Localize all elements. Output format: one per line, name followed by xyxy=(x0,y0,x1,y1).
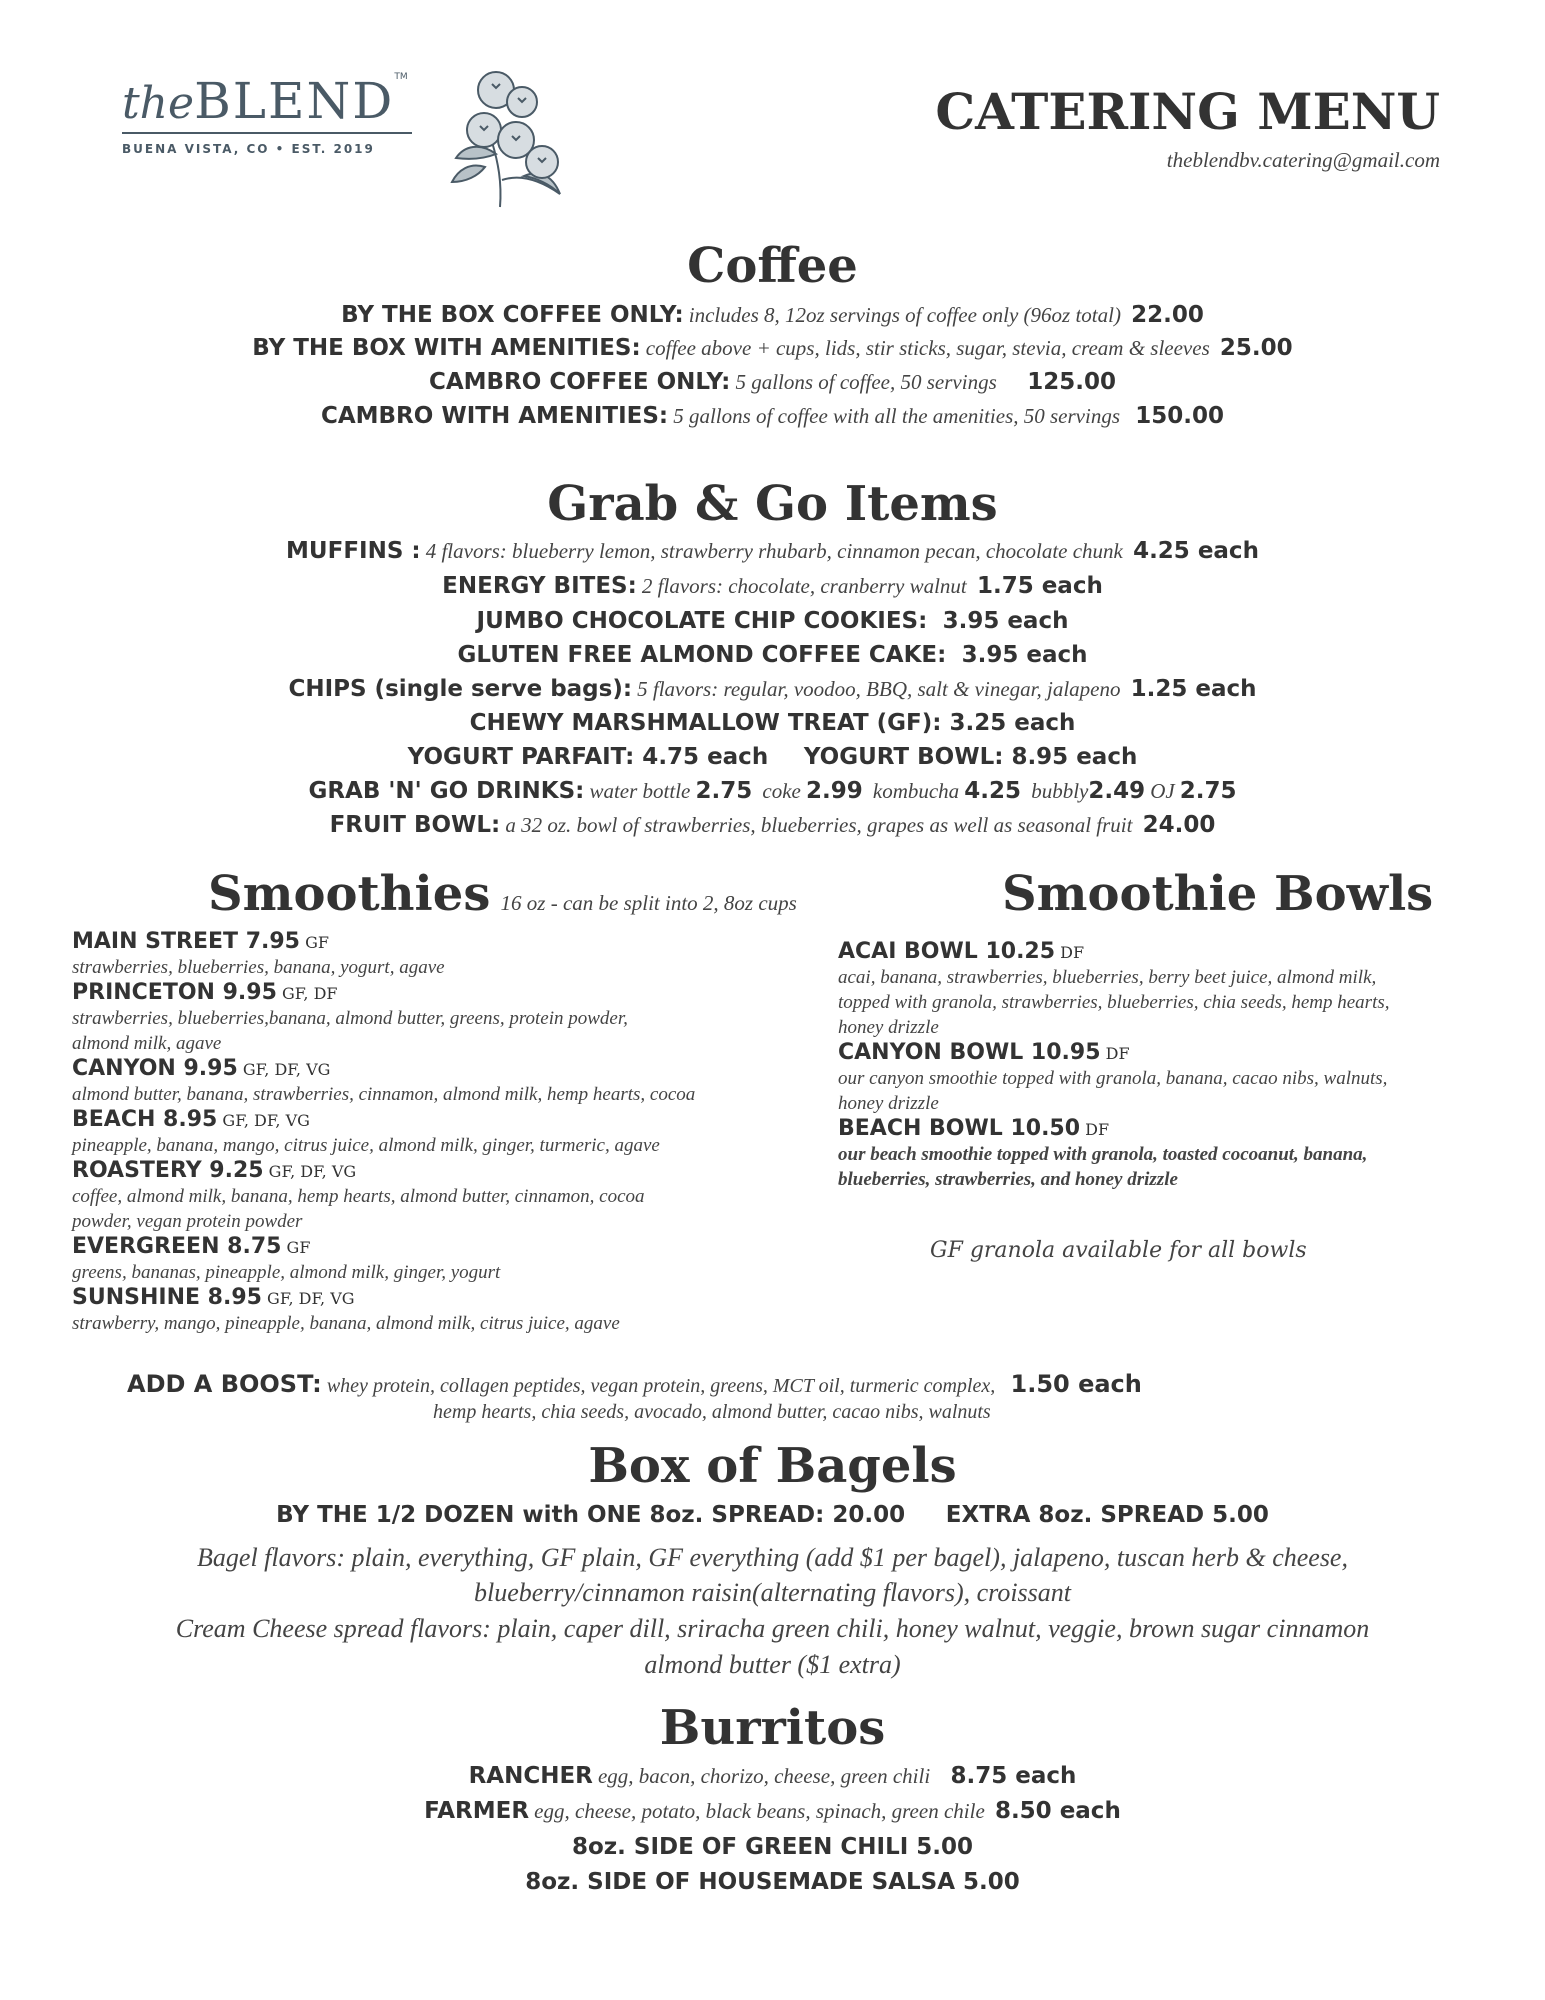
item-name: ROASTERY 9.25 xyxy=(72,1158,264,1183)
bowls-title: Smoothie Bowls xyxy=(1002,866,1434,922)
item-price: 8.50 each xyxy=(994,1798,1121,1824)
list-item xyxy=(72,980,812,1056)
item-desc: 4 flavors: blueberry lemon, strawberry rhubarb, cinnamon pecan, chocolate chunk xyxy=(425,539,1123,563)
grab-row-cake xyxy=(0,642,1545,668)
item-name: BEACH 8.95 xyxy=(72,1107,218,1132)
list-item xyxy=(838,1116,1478,1192)
item-desc: strawberry, mango, pineapple, banana, almond milk, citrus juice, agave xyxy=(72,1313,620,1334)
item-name: CANYON BOWL 10.95 xyxy=(838,1040,1101,1065)
item-desc: 5 flavors: regular, voodoo, BBQ, salt & vinegar, jalapeno xyxy=(637,677,1121,701)
item-tags: DF xyxy=(1105,1044,1130,1063)
bagels-price-line: BY THE 1/2 DOZEN with ONE 8oz. SPREAD: 20.00 xyxy=(276,1502,906,1528)
list-item xyxy=(72,1107,812,1158)
item-name: ENERGY BITES: xyxy=(442,573,637,599)
smoothies-title: Smoothies xyxy=(208,866,491,922)
item-name: BY THE BOX COFFEE ONLY: xyxy=(341,302,684,328)
item-name: GRAB 'N' GO DRINKS: xyxy=(308,778,585,804)
item-price: 3.95 each xyxy=(961,642,1088,668)
item-desc: includes 8, 12oz servings of coffee only (96oz total) xyxy=(688,303,1121,327)
item-price: 1.75 each xyxy=(976,573,1103,599)
grab-row-fruit xyxy=(0,812,1545,838)
item-tags: GF xyxy=(305,933,329,952)
item-price: 3.95 each xyxy=(942,608,1069,634)
item-price: 8.75 each xyxy=(950,1763,1077,1789)
item-name: CHEWY MARSHMALLOW TREAT (GF): 3.25 each xyxy=(469,710,1076,736)
coffee-row xyxy=(0,302,1545,328)
item-name: PRINCETON 9.95 xyxy=(72,980,277,1005)
brand-logo xyxy=(122,72,422,156)
logo-subtitle: BUENA VISTA, CO • EST. 2019 xyxy=(122,142,375,156)
item-tags: DF xyxy=(1060,943,1085,962)
grab-row-cookies xyxy=(0,608,1545,634)
item-desc: coffee, almond milk, banana, hemp hearts, almond butter, cinnamon, cocoa xyxy=(72,1186,645,1207)
item-name: CANYON 9.95 xyxy=(72,1056,238,1081)
drink-price: 2.49 xyxy=(1088,778,1146,804)
drink-label: coke xyxy=(762,779,801,803)
item-price: 24.00 xyxy=(1142,812,1216,838)
item-tags: GF, DF, VG xyxy=(222,1111,310,1130)
item-name: CAMBRO COFFEE ONLY: xyxy=(428,369,731,395)
drink-price: 4.25 xyxy=(964,778,1022,804)
item-price: 4.25 each xyxy=(1133,538,1259,564)
item-name: GLUTEN FREE ALMOND COFFEE CAKE: xyxy=(457,642,947,668)
item-desc: 5 gallons of coffee, 50 servings xyxy=(735,370,997,394)
item-name: CAMBRO WITH AMENITIES: xyxy=(320,403,669,429)
logo-blend: BLEND xyxy=(194,72,395,130)
grab-row-chips xyxy=(0,676,1545,702)
item-desc: 2 flavors: chocolate, cranberry walnut xyxy=(641,574,967,598)
item-desc: a 32 oz. bowl of strawberries, blueberries, grapes as well as seasonal fruit xyxy=(505,813,1133,837)
contact-email: theblendbv.catering@gmail.com xyxy=(1166,148,1440,172)
drink-price: 2.75 xyxy=(695,778,753,804)
item-desc: blueberries, strawberries, and honey drizzle xyxy=(838,1169,1178,1190)
item-name: SUNSHINE 8.95 xyxy=(72,1285,262,1310)
item-desc: greens, bananas, pineapple, almond milk, ginger, yogurt xyxy=(72,1262,501,1283)
item-name: FARMER xyxy=(424,1798,530,1824)
item-tags: GF, DF, VG xyxy=(267,1289,355,1308)
item-desc: acai, banana, strawberries, blueberries, berry beet juice, almond milk, xyxy=(838,967,1377,988)
list-item xyxy=(72,929,812,980)
side-green-chili: 8oz. SIDE OF GREEN CHILI 5.00 xyxy=(571,1834,974,1860)
drink-label: kombucha xyxy=(872,779,960,803)
item-name: BEACH BOWL 10.50 xyxy=(838,1116,1081,1141)
drink-label: water bottle xyxy=(589,779,691,803)
grab-row-bites xyxy=(0,573,1545,599)
item-price: 22.00 xyxy=(1131,302,1204,328)
item-name: MAIN STREET 7.95 xyxy=(72,929,300,954)
drink-label: bubbly xyxy=(1031,779,1089,803)
burrito-row xyxy=(0,1798,1545,1824)
logo-the: the xyxy=(122,78,195,129)
grab-row-muffins xyxy=(0,538,1545,564)
item-tags: DF xyxy=(1085,1120,1110,1139)
boost-desc-line2: hemp hearts, chia seeds, avocado, almond butter, cacao nibs, walnuts xyxy=(433,1401,991,1423)
item-name: BY THE BOX WITH AMENITIES: xyxy=(252,335,641,361)
item-desc: honey drizzle xyxy=(838,1017,939,1038)
list-item xyxy=(72,1056,812,1107)
bagel-flavors: blueberry/cinnamon raisin(alternating flavors), croissant xyxy=(474,1578,1071,1607)
grab-title: Grab & Go Items xyxy=(547,476,998,532)
list-item xyxy=(72,1158,812,1234)
item-name: ACAI BOWL 10.25 xyxy=(838,939,1056,964)
boost-name: ADD A BOOST: xyxy=(127,1370,322,1398)
item-price: 1.25 each xyxy=(1130,676,1257,702)
coffee-row xyxy=(0,369,1545,395)
item-price: 125.00 xyxy=(1027,369,1117,395)
item-name: YOGURT PARFAIT: 4.75 each xyxy=(407,744,769,770)
item-name: RANCHER xyxy=(468,1763,593,1789)
item-desc: our beach smoothie topped with granola, toasted cocoanut, banana, xyxy=(838,1144,1368,1165)
grab-row-yogurt xyxy=(0,744,1545,770)
coffee-title: Coffee xyxy=(687,238,858,294)
bowls-note: GF granola available for all bowls xyxy=(930,1238,1307,1263)
item-desc: strawberries, blueberries, banana, yogurt, agave xyxy=(72,957,445,978)
list-item xyxy=(838,1040,1478,1116)
item-desc: 5 gallons of coffee with all the amenities, 50 servings xyxy=(673,404,1121,428)
item-name: EVERGREEN 8.75 xyxy=(72,1234,282,1259)
burrito-row xyxy=(0,1763,1545,1789)
item-desc: honey drizzle xyxy=(838,1093,939,1114)
bagel-flavors: Bagel flavors: plain, everything, GF plain, GF everything (add $1 per bagel), jalapeno, tuscan herb & cheese, xyxy=(197,1543,1348,1572)
bagels-title: Box of Bagels xyxy=(588,1438,957,1494)
boost-desc: whey protein, collagen peptides, vegan protein, greens, MCT oil, turmeric complex, xyxy=(326,1375,996,1397)
bowls-list xyxy=(838,939,1478,1192)
blueberry-branch-icon xyxy=(440,62,590,212)
item-desc: egg, cheese, potato, black beans, spinach, green chile xyxy=(534,1799,985,1823)
item-desc: strawberries, blueberries,banana, almond butter, greens, protein powder, xyxy=(72,1008,628,1029)
item-desc: topped with granola, strawberries, blueberries, chia seeds, hemp hearts, xyxy=(838,992,1390,1013)
bagels-extra: EXTRA 8oz. SPREAD 5.00 xyxy=(945,1502,1269,1528)
item-name: FRUIT BOWL: xyxy=(329,812,501,838)
item-name: JUMBO CHOCOLATE CHIP COOKIES: xyxy=(476,608,928,634)
burritos-title: Burritos xyxy=(659,1700,886,1756)
list-item xyxy=(72,1234,812,1285)
item-tags: GF, DF, VG xyxy=(242,1060,331,1079)
page-title: CATERING MENU xyxy=(935,82,1440,141)
logo-tm: TM xyxy=(394,72,408,82)
drink-price: 2.75 xyxy=(1179,778,1237,804)
spread-flavors: Cream Cheese spread flavors: plain, caper dill, sriracha green chili, honey walnut, veggie, brown sugar cinnamon xyxy=(175,1614,1370,1643)
smoothies-subtitle: 16 oz - can be split into 2, 8oz cups xyxy=(500,891,797,915)
smoothies-list xyxy=(72,929,812,1336)
spread-flavors: almond butter ($1 extra) xyxy=(644,1650,901,1679)
drink-label: OJ xyxy=(1150,779,1175,803)
item-desc: pineapple, banana, mango, citrus juice, almond milk, ginger, turmeric, agave xyxy=(72,1135,660,1156)
item-tags: GF xyxy=(286,1238,311,1257)
item-price: 150.00 xyxy=(1135,403,1225,429)
item-name: MUFFINS : xyxy=(286,538,421,564)
list-item xyxy=(72,1285,812,1336)
item-desc: powder, vegan protein powder xyxy=(72,1211,303,1232)
item-name: YOGURT BOWL: 8.95 each xyxy=(803,744,1138,770)
item-tags: GF, DF xyxy=(282,984,338,1003)
list-item xyxy=(838,939,1478,1040)
item-desc: almond milk, agave xyxy=(72,1033,222,1054)
item-desc: coffee above + cups, lids, stir sticks, sugar, stevia, cream & sleeves xyxy=(645,336,1210,360)
smoothies-header xyxy=(208,866,797,922)
item-tags: GF, DF, VG xyxy=(268,1162,357,1181)
item-desc: egg, bacon, chorizo, cheese, green chili xyxy=(597,1764,931,1788)
item-name: CHIPS (single serve bags): xyxy=(288,676,633,702)
item-price: 25.00 xyxy=(1219,335,1293,361)
drink-price: 2.99 xyxy=(805,778,863,804)
boost-price: 1.50 each xyxy=(1010,1370,1142,1398)
grab-row-marshmallow xyxy=(0,710,1545,736)
boost-row xyxy=(127,1370,1427,1398)
coffee-row xyxy=(0,403,1545,429)
bagels-line xyxy=(0,1502,1545,1528)
coffee-row xyxy=(0,335,1545,361)
item-desc: almond butter, banana, strawberries, cinnamon, almond milk, hemp hearts, cocoa xyxy=(72,1084,696,1105)
side-salsa: 8oz. SIDE OF HOUSEMADE SALSA 5.00 xyxy=(525,1869,1020,1895)
grab-row-drinks xyxy=(0,778,1545,804)
item-desc: our canyon smoothie topped with granola, banana, cacao nibs, walnuts, xyxy=(838,1068,1388,1089)
